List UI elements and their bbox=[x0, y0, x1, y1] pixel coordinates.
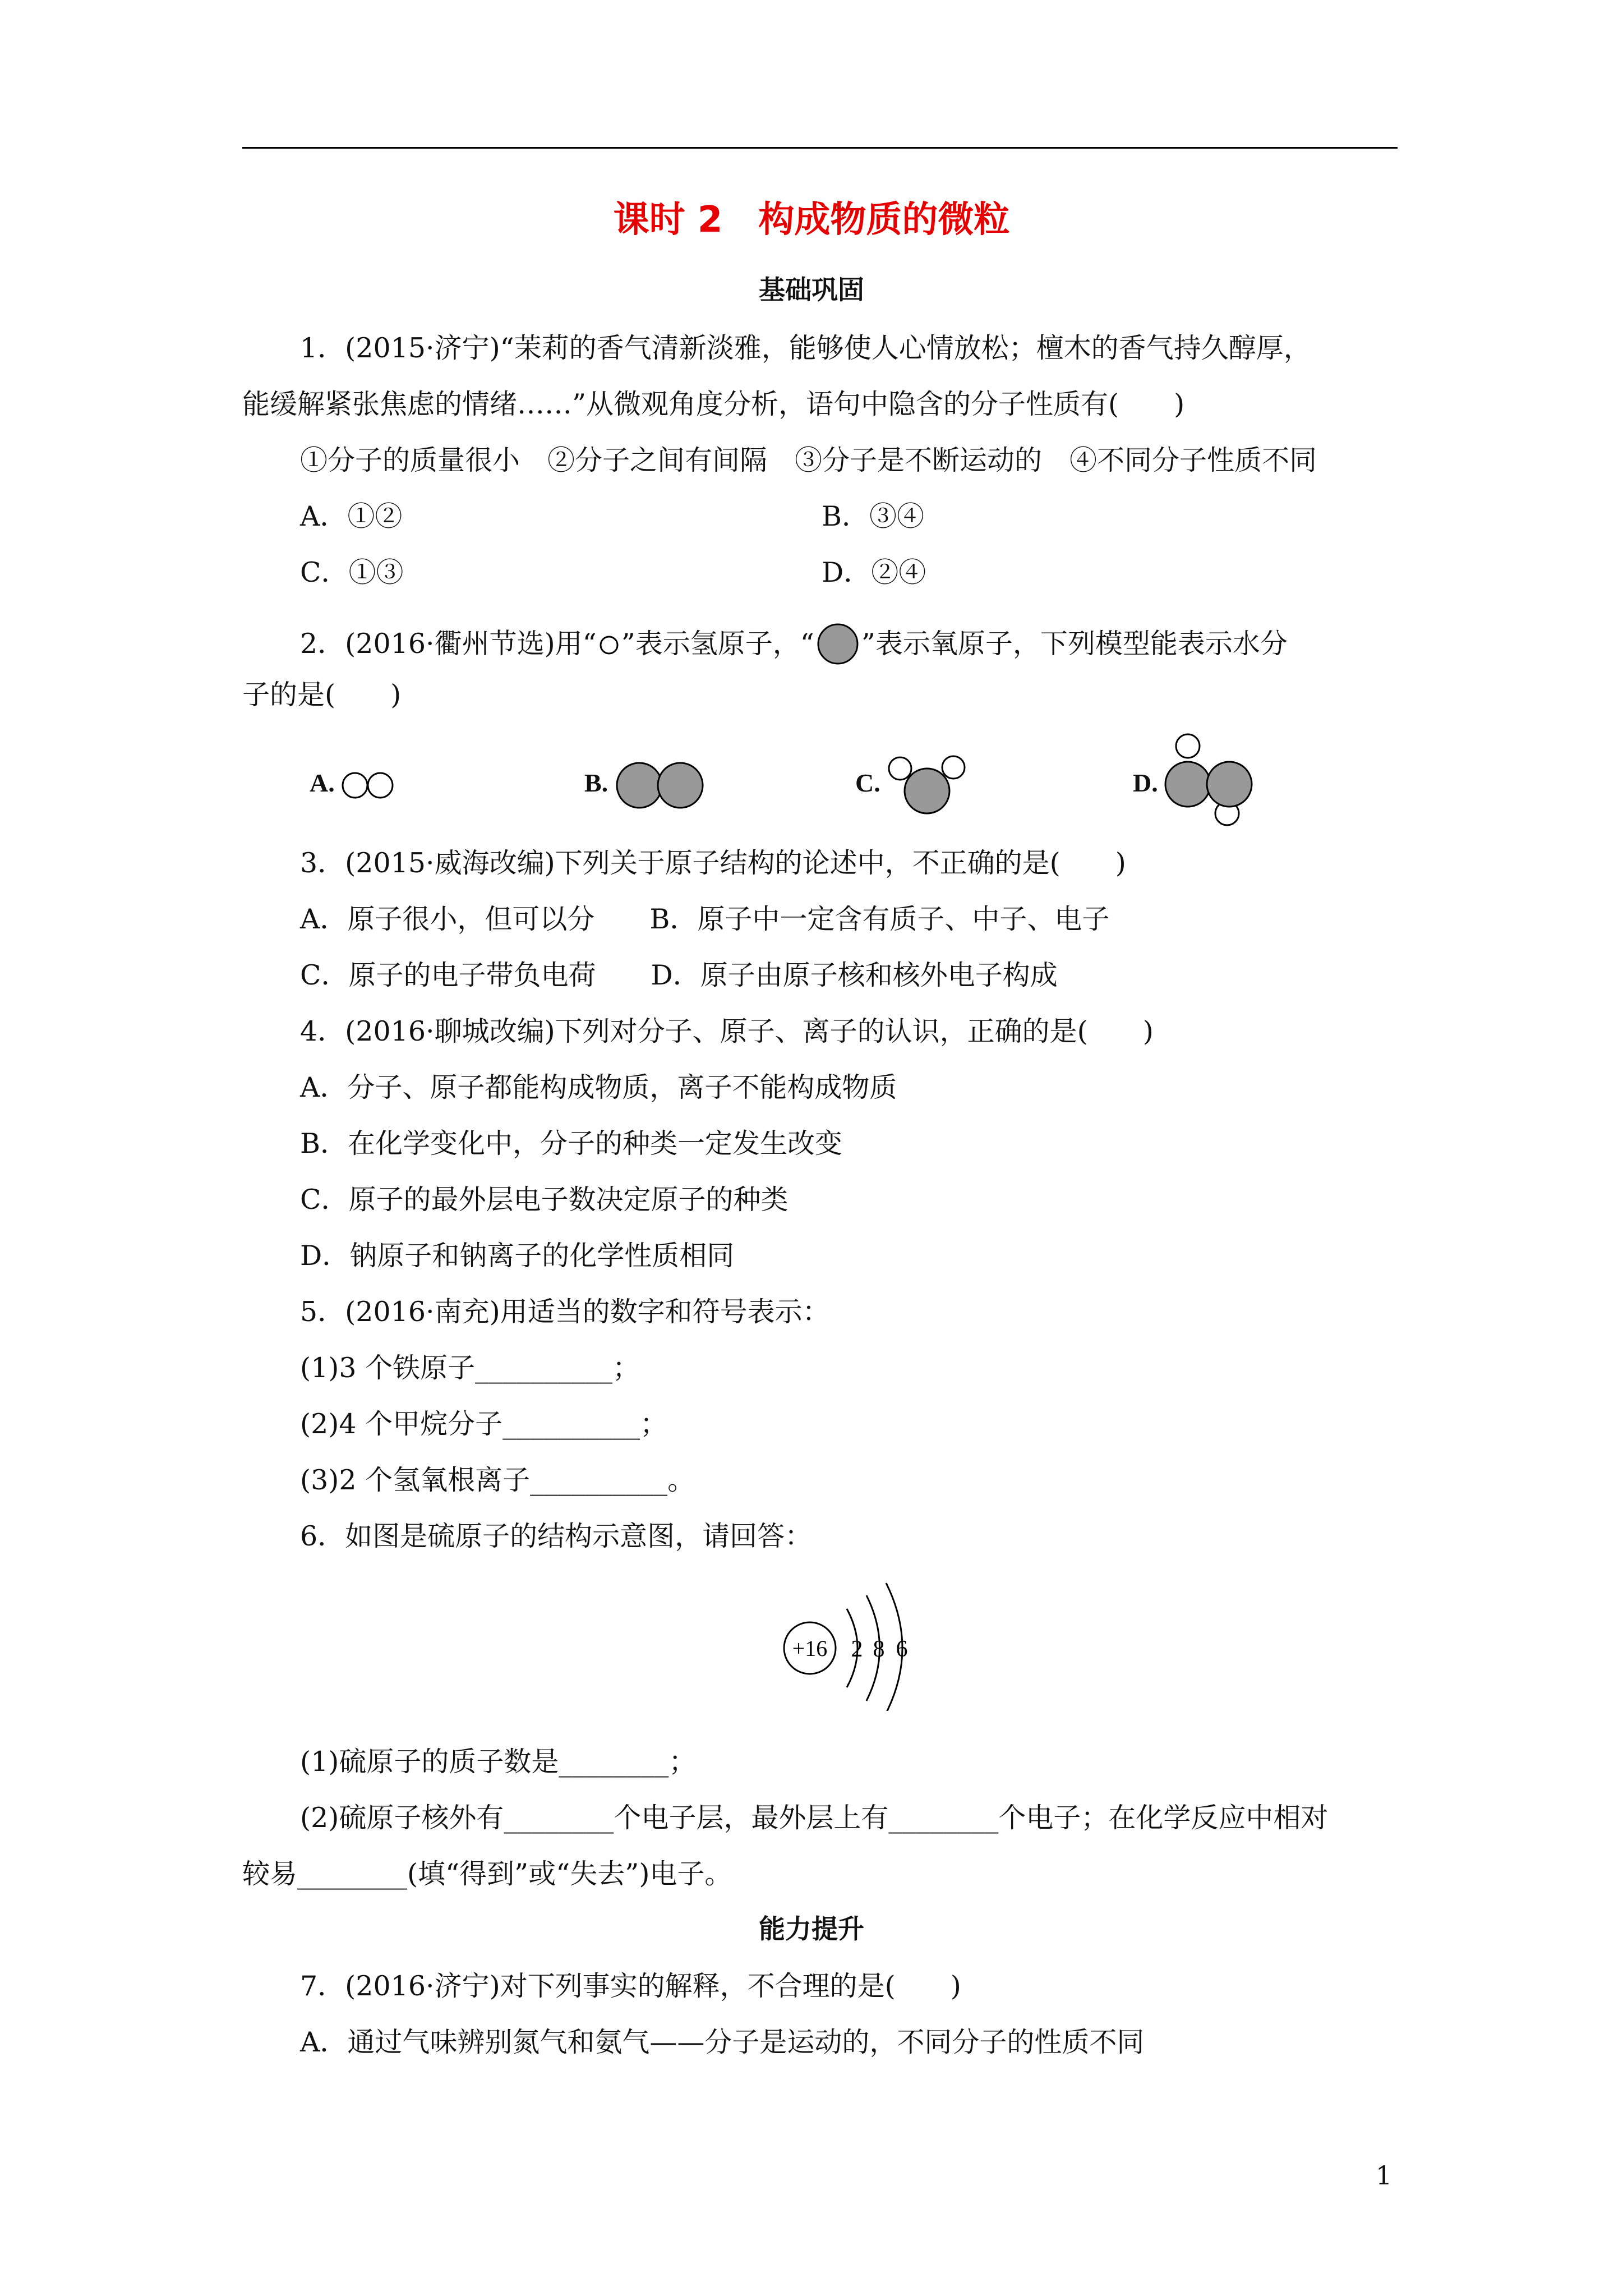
oxygen-atom bbox=[1207, 762, 1252, 807]
question-3-stem: 3．(2015·威海改编)下列关于原子结构的论述中，不正确的是( ) bbox=[300, 847, 1126, 879]
section-heading-advanced: 能力提升 bbox=[759, 1914, 864, 1945]
oxygen-atom bbox=[617, 763, 662, 808]
question-1-line-1: 1．(2015·济宁)“茉莉的香气清新淡雅，能够使人心情放松；檀木的香气持久醇厚， bbox=[300, 332, 1311, 364]
question-4-option-d: D．钠原子和钠离子的化学性质相同 bbox=[300, 1240, 735, 1272]
model-a-label: A. bbox=[310, 769, 335, 797]
hydrogen-atom-icon bbox=[598, 632, 620, 656]
model-c-label: C. bbox=[855, 769, 880, 797]
question-6-stem: 6．如图是硫原子的结构示意图，请回答： bbox=[300, 1520, 813, 1552]
hydrogen-atom bbox=[942, 756, 965, 779]
page-number: 1 bbox=[1376, 2160, 1393, 2191]
question-5-item-3: (3)2 个氢氧根离子__________。 bbox=[300, 1464, 695, 1496]
hydrogen-atom bbox=[368, 773, 393, 798]
question-6-item-2-line-2: 较易________(填“得到”或“失去”)电子。 bbox=[242, 1858, 732, 1890]
question-5-stem: 5．(2016·南充)用适当的数字和符号表示： bbox=[300, 1296, 830, 1328]
section-heading-basic: 基础巩固 bbox=[759, 275, 864, 306]
question-1-option-b: B．③④ bbox=[822, 500, 925, 532]
hydrogen-atom bbox=[1176, 734, 1200, 758]
question-1-option-a: A．①② bbox=[300, 500, 403, 532]
question-1-line-2: 能缓解紧张焦虑的情绪……”从微观角度分析，语句中隐含的分子性质有( ) bbox=[242, 388, 1185, 420]
oxygen-atom-icon bbox=[815, 622, 860, 666]
question-1-option-c: C．①③ bbox=[300, 556, 404, 588]
question-2-text-part-3: ”表示氧原子，下列模型能表示水分 bbox=[861, 628, 1288, 660]
shell-3-electrons: 6 bbox=[896, 1636, 908, 1662]
hydrogen-atom bbox=[343, 773, 367, 798]
model-b-label: B. bbox=[584, 769, 608, 797]
model-a-two-hydrogen bbox=[339, 769, 401, 802]
model-b-two-oxygen bbox=[614, 758, 709, 812]
question-5-item-2: (2)4 个甲烷分子__________； bbox=[300, 1408, 668, 1440]
header-rule bbox=[242, 147, 1398, 149]
question-6-item-2-line-1: (2)硫原子核外有________个电子层，最外层上有________个电子；在化学反应中相对 bbox=[300, 1802, 1329, 1834]
question-2-text-part-2: ”表示氢原子，“ bbox=[621, 628, 814, 660]
model-c-water-bent bbox=[883, 746, 973, 825]
question-4-option-b: B．在化学变化中，分子的种类一定发生改变 bbox=[300, 1128, 843, 1159]
question-4-option-c: C．原子的最外层电子数决定原子的种类 bbox=[300, 1184, 789, 1216]
question-3-options-row-2: C．原子的电子带负电荷 D．原子由原子核和核外电子构成 bbox=[300, 959, 1058, 991]
question-1-statements: ①分子的质量很小 ②分子之间有间隔 ③分子是不断运动的 ④不同分子性质不同 bbox=[300, 444, 1317, 476]
shell-2-electrons: 8 bbox=[873, 1636, 885, 1662]
oxygen-atom bbox=[1165, 762, 1210, 807]
question-4-option-a: A．分子、原子都能构成物质，离子不能构成物质 bbox=[300, 1071, 897, 1103]
question-6-item-1: (1)硫原子的质子数是________； bbox=[300, 1746, 697, 1778]
question-1-option-d: D．②④ bbox=[822, 556, 926, 588]
nucleus-charge: +16 bbox=[792, 1636, 828, 1661]
question-2-line-1 bbox=[300, 622, 1288, 666]
oxygen-atom bbox=[905, 769, 949, 813]
question-5-item-1: (1)3 个铁原子__________； bbox=[300, 1352, 640, 1384]
oxygen-atom bbox=[658, 763, 703, 808]
question-7-option-a: A．通过气味辨别氮气和氨气——分子是运动的，不同分子的性质不同 bbox=[300, 2026, 1145, 2058]
question-7-stem: 7．(2016·济宁)对下列事实的解释，不合理的是( ) bbox=[300, 1970, 961, 2002]
shell-1-electrons: 2 bbox=[851, 1636, 863, 1662]
sulfur-atom-structure-diagram bbox=[774, 1576, 937, 1711]
model-d-two-oxygen-two-hydrogen bbox=[1161, 729, 1267, 830]
question-3-options-row-1: A．原子很小，但可以分 B．原子中一定含有质子、中子、电子 bbox=[300, 903, 1110, 935]
question-4-stem: 4．(2016·聊城改编)下列对分子、原子、离子的认识，正确的是( ) bbox=[300, 1015, 1154, 1047]
page-title: 课时 2 构成物质的微粒 bbox=[613, 199, 1010, 241]
question-2-line-2: 子的是( ) bbox=[242, 679, 402, 711]
hydrogen-atom bbox=[889, 757, 911, 780]
question-2-text-part-1: 2．(2016·衢州节选)用“ bbox=[300, 628, 597, 660]
model-d-label: D. bbox=[1133, 769, 1158, 797]
